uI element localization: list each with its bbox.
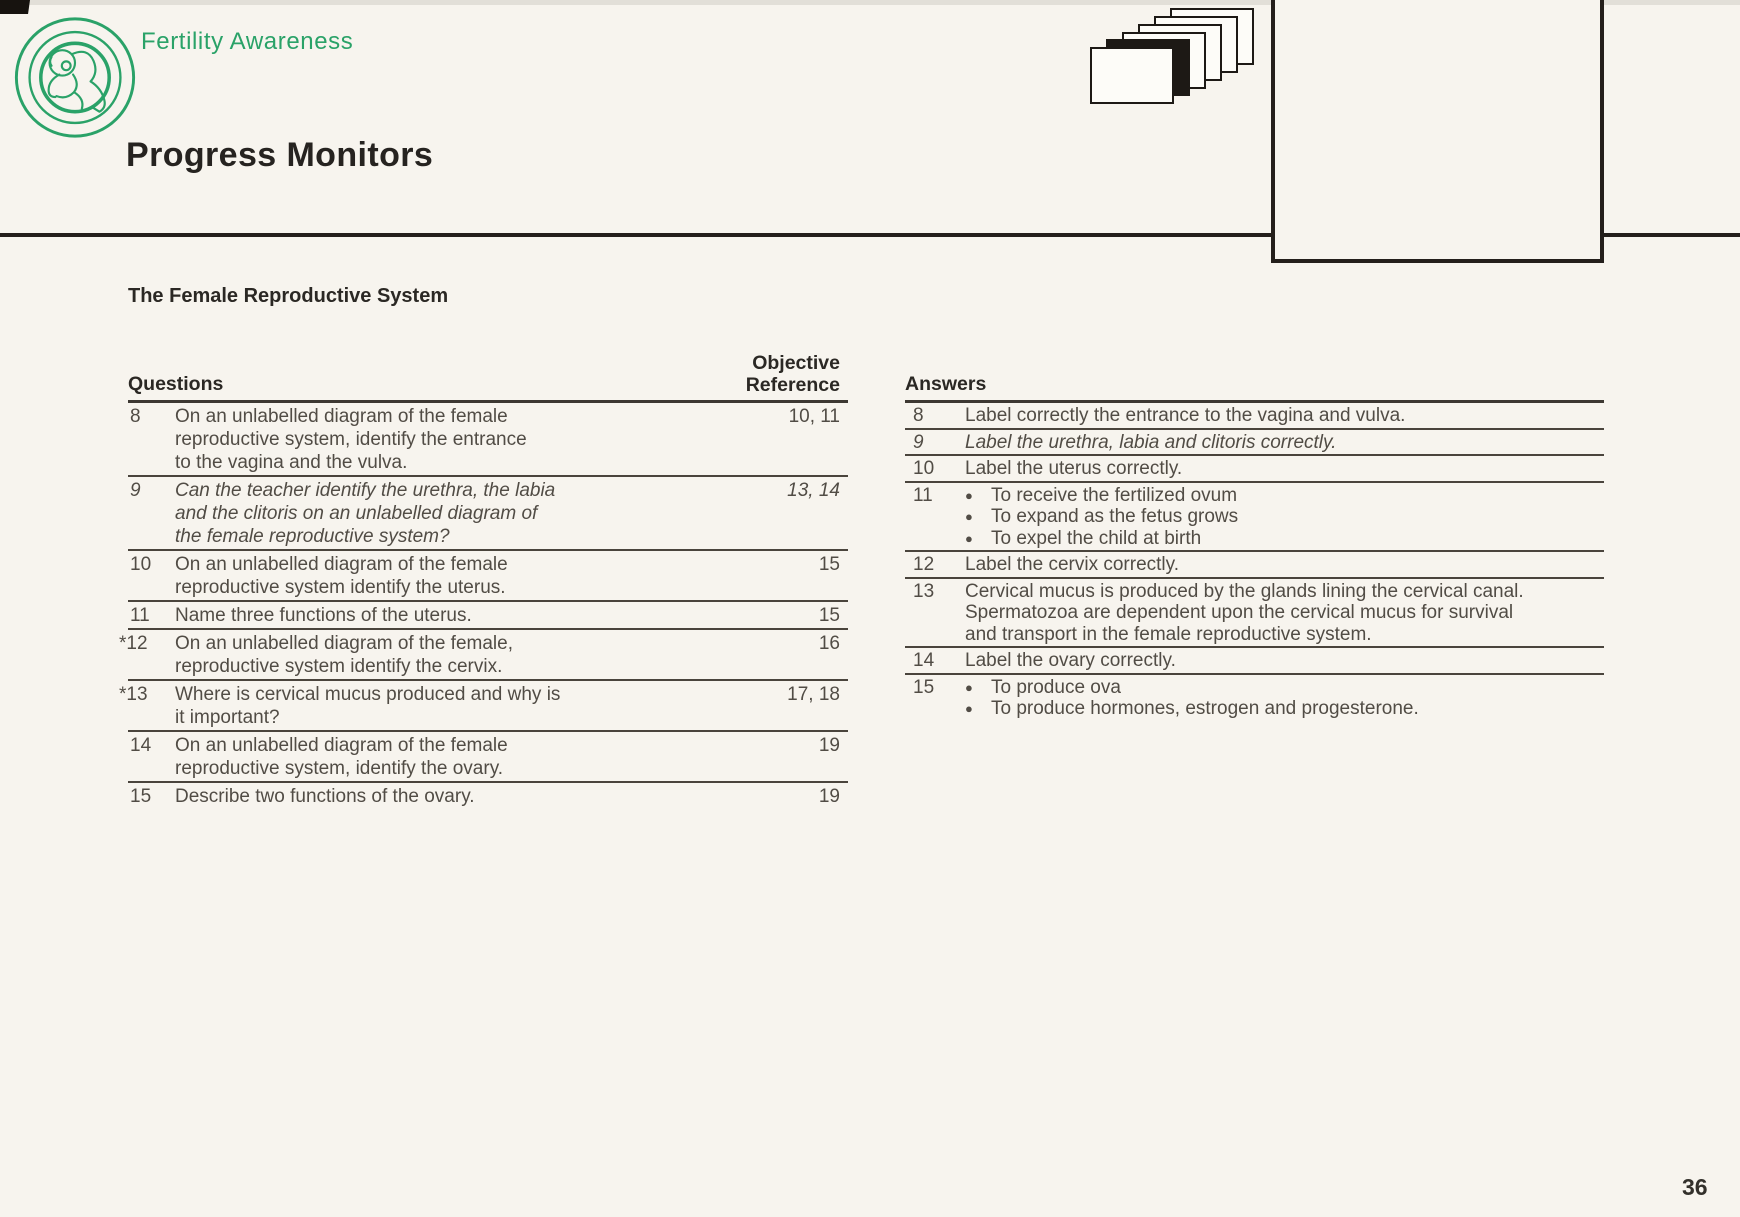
question-row	[128, 477, 848, 551]
answer-text: Label the cervix correctly.	[965, 554, 1180, 575]
answer-row	[905, 483, 1604, 553]
answers-rows	[905, 403, 1604, 721]
answers-label: Answers	[905, 373, 987, 395]
question-text: Can the teacher identify the urethra, the labia and the clitoris on an unlabelled diagram of the female reproductive system?	[175, 480, 556, 547]
question-objective-reference: 19	[818, 735, 840, 756]
question-text: Name three functions of the uterus.	[175, 605, 472, 626]
page-number: 36	[1682, 1174, 1708, 1200]
answer-row	[905, 403, 1604, 430]
question-row	[119, 630, 848, 681]
question-objective-reference: 17, 18	[787, 684, 840, 705]
bullet-icon: ●	[965, 487, 973, 503]
answer-number: 11	[913, 484, 933, 506]
question-objective-reference: 16	[818, 633, 840, 654]
objective-reference-label: Objective Reference	[745, 352, 840, 396]
answer-number: 14	[913, 650, 935, 671]
question-row	[119, 681, 848, 732]
fetus-in-circles-icon	[11, 14, 139, 141]
question-number: *12	[119, 633, 148, 654]
header-tab-box	[1271, 0, 1604, 263]
answer-text: ● To receive the fertilized ovum ● To expand as the fetus grows ● To expel the child at birth	[965, 484, 1239, 549]
answer-text: Label the ovary correctly.	[965, 650, 1176, 671]
question-row	[128, 732, 848, 783]
answers-table-header	[905, 316, 1604, 403]
answer-text: Label the uterus correctly.	[965, 458, 1183, 479]
answer-row	[905, 430, 1604, 457]
question-objective-reference: 15	[818, 554, 840, 575]
question-number: 14	[130, 735, 152, 756]
answer-text: Cervical mucus is produced by the glands lining the cervical canal. Spermatozoa are dependent upon the cervical mucus for survival and transport in the female reproductive system.	[965, 580, 1524, 645]
question-number: 15	[130, 786, 152, 807]
answer-text: Label the urethra, labia and clitoris correctly.	[965, 431, 1337, 453]
questions-label: Questions	[128, 373, 224, 395]
question-text: On an unlabelled diagram of the female reproductive system, identify the entrance to the vagina and the vulva.	[175, 406, 527, 473]
question-objective-reference: 10, 11	[788, 406, 840, 427]
answer-row	[905, 552, 1604, 579]
bullet-icon: ●	[965, 679, 973, 695]
bullet-icon: ●	[965, 509, 973, 524]
question-row	[128, 602, 848, 630]
question-text: On an unlabelled diagram of the female, reproductive system identify the cervix.	[175, 633, 513, 677]
answer-text: Label correctly the entrance to the vagina and vulva.	[965, 405, 1406, 426]
answer-number: 10	[913, 458, 935, 479]
question-objective-reference: 19	[818, 786, 840, 807]
bullet-icon: ●	[965, 530, 973, 546]
answer-number: 13	[913, 580, 935, 602]
stacked-cards-icon	[1090, 8, 1256, 104]
question-objective-reference: 15	[818, 605, 840, 626]
answer-number: 12	[913, 554, 935, 575]
question-row	[128, 551, 848, 602]
scan-corner-mark	[0, 0, 30, 14]
brand-title: Fertility Awareness	[141, 28, 354, 55]
question-number: 10	[130, 554, 152, 575]
question-text: Where is cervical mucus produced and why is it important?	[175, 684, 561, 728]
question-number: *13	[119, 684, 148, 705]
answer-number: 9	[913, 431, 924, 453]
bullet-icon: ●	[965, 701, 973, 716]
question-number: 8	[130, 406, 141, 427]
question-text: On an unlabelled diagram of the female reproductive system, identify the ovary.	[175, 735, 508, 779]
answer-row	[905, 456, 1604, 483]
answer-number: 8	[913, 405, 924, 426]
questions-rows	[119, 403, 848, 809]
answer-number: 15	[913, 676, 935, 698]
questions-table-header	[128, 316, 848, 403]
answer-row	[905, 648, 1604, 675]
answer-row	[905, 579, 1604, 649]
question-number: 9	[130, 480, 141, 501]
question-row	[128, 403, 848, 477]
question-text: On an unlabelled diagram of the female reproductive system identify the uterus.	[175, 554, 508, 598]
answer-row	[905, 675, 1604, 721]
answer-text: ● To produce ova ● To produce hormones, estrogen and progesterone.	[965, 676, 1419, 719]
question-number: 11	[130, 605, 150, 626]
question-objective-reference: 13, 14	[787, 480, 840, 501]
answers-table	[905, 316, 1604, 721]
question-text: Describe two functions of the ovary.	[175, 786, 475, 807]
page-title: Progress Monitors	[126, 136, 434, 174]
question-row	[128, 783, 848, 809]
questions-table	[119, 316, 848, 809]
section-title: The Female Reproductive System	[128, 285, 449, 307]
